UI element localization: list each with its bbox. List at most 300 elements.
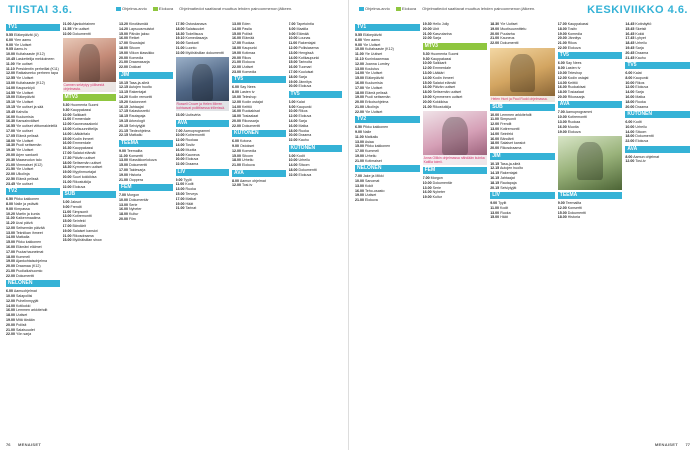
program-time: 10.00 [175, 133, 185, 138]
program-time: 11.00 [288, 41, 298, 46]
program-entry [6, 115, 60, 119]
program-time: 6.00 [6, 37, 13, 42]
program-entry [625, 36, 690, 40]
program-entry [232, 158, 286, 162]
program-time: 6.00 [288, 153, 296, 158]
program-title: Frendit [500, 122, 512, 127]
program-title: Yle Uutiset [500, 22, 518, 26]
listing-column [6, 22, 60, 436]
legend-label: Elokuva [401, 6, 417, 11]
program-time: 18.00 [175, 152, 185, 157]
program-title: Maaseudun talo [16, 157, 42, 162]
program-time: 8.00 [625, 75, 633, 80]
program-title: Ruokakisat [567, 85, 586, 90]
program-title: Kotona [240, 139, 252, 144]
program-time: 20.00 [490, 146, 500, 151]
program-time: 15.00 [175, 191, 185, 196]
program-title: Seinfeld [72, 219, 86, 224]
program-time: 21.00 [355, 104, 364, 109]
program-entry [119, 212, 173, 216]
program-time: 21.45 [625, 55, 635, 60]
program-title: Terveys [185, 191, 198, 196]
listing-column [232, 22, 286, 436]
program-time: 16.00 [355, 80, 364, 85]
program-title: Draama [635, 104, 649, 109]
program-time: 16.00 [119, 36, 128, 41]
program-time: 15.00 [355, 144, 364, 149]
program-title: Kauneussalonki [72, 122, 98, 127]
program-time: 18.30 [490, 22, 500, 26]
program-time: 21.00 [557, 41, 567, 46]
program-title: Urheilu [242, 158, 254, 163]
program-time: 14.00 [232, 104, 241, 109]
program-title: Ylen aamu [13, 37, 32, 42]
program-entry [355, 47, 420, 51]
program-entry [6, 304, 60, 308]
program-entry [355, 179, 420, 183]
program-title: Ruoka [185, 187, 196, 192]
program-entry [558, 215, 623, 219]
program-time: 15.00 [6, 240, 15, 245]
program-entry [6, 43, 60, 47]
program-title: Huomenta Suomi [70, 103, 99, 107]
program-time: 7.00 [557, 110, 565, 115]
program-time: 11.00 [119, 153, 128, 158]
program-entry [490, 32, 555, 36]
program-title: Kymmenen uutiset [72, 165, 103, 170]
program-entry [6, 226, 60, 230]
program-entry [490, 22, 555, 26]
program-time: 13.00 [119, 158, 128, 163]
program-time: 15.20 [119, 99, 128, 104]
program-title: Ruokakisat [242, 109, 260, 114]
program-time: 12.00 [355, 61, 364, 66]
program-entry [119, 114, 173, 118]
program-title: Tarinoita [298, 60, 313, 65]
program-title: Draama [298, 133, 312, 138]
listing-column [176, 22, 230, 436]
program-title: Lemmen arkkitehdit [500, 112, 532, 117]
program-time: 14.00 [355, 71, 364, 76]
program-title: Kuuluisat [298, 69, 314, 74]
program-time: 13.00 [6, 230, 15, 235]
program-title: Teleshop [241, 94, 257, 99]
program-time: 16.45 [625, 31, 635, 36]
program-entry [119, 56, 173, 60]
program-time: 13.00 [6, 80, 15, 85]
program-time: 23.00 [232, 69, 241, 74]
program-title: Rakentajat [129, 90, 147, 95]
program-time: 18.00 [355, 90, 364, 95]
program-time: 7.00 [175, 128, 183, 133]
program-time: 12.00 [625, 85, 635, 90]
program-entry [625, 41, 690, 45]
program-title: Ratkaiseeko perheen tapa [16, 71, 58, 76]
program-time: 21.00 [6, 269, 15, 274]
program-time: 21.00 [232, 163, 241, 168]
program-photo [558, 136, 623, 190]
program-title: Kaupunki [633, 75, 649, 80]
channel-header: MTV3 [63, 94, 117, 101]
program-title: Say Nees [565, 61, 582, 66]
program-title: Pikku kakkonen [14, 197, 40, 202]
program-entry [558, 206, 623, 210]
channel-header: TV5 [558, 52, 623, 59]
program-time: 19.45 [625, 45, 635, 50]
program-entry [289, 46, 343, 50]
program-time: 13.00 [175, 187, 185, 192]
program-entry [423, 181, 488, 185]
program-title: Yle Uutiset [15, 138, 34, 143]
listing-column [625, 22, 690, 436]
program-time: 12.00 [232, 99, 241, 104]
program-entry [6, 129, 60, 133]
program-entry [232, 183, 286, 187]
program-entry [490, 171, 555, 175]
program-title: Yle uutiset ja sää [15, 104, 44, 109]
program-time: 23.45 [6, 181, 15, 186]
program-time: 18.45 [625, 41, 635, 46]
program-title: Kokki [635, 31, 645, 36]
program-time: 21.00 [355, 198, 364, 203]
program-time: 6.00 [625, 119, 633, 124]
program-time: 12.00 [288, 45, 298, 50]
program-entry [6, 207, 60, 211]
program-entry [289, 32, 343, 36]
program-time: 13.00 [557, 119, 567, 124]
program-entry [289, 100, 343, 104]
program-title: Kauhu [298, 138, 309, 143]
program-time: 12.00 [175, 138, 185, 143]
program-title: Hello Jolly [432, 22, 449, 26]
program-time: 14.00 [422, 75, 432, 80]
channel-header: FEM [119, 184, 173, 191]
program-entry [6, 308, 60, 312]
program-time: 13.00 [62, 214, 72, 219]
program-entry [232, 144, 286, 148]
program-time: 22.00 [6, 273, 15, 278]
program-time: 19.00 [355, 193, 364, 198]
program-entry [63, 205, 117, 209]
program-time: 21.00 [119, 177, 128, 182]
program-photo [176, 57, 230, 111]
program-title: Ajankohtaisohjelma [15, 259, 47, 264]
program-title: Elämäni eläimet [16, 245, 42, 250]
program-time: 10.00 [288, 36, 298, 41]
program-entry [63, 170, 117, 174]
program-time: 21.00 [119, 60, 128, 65]
channel-header: TV2 [6, 188, 60, 195]
program-entry [355, 33, 420, 37]
program-time: 8.00 [232, 90, 239, 95]
program-time: 18.30 [6, 143, 15, 148]
photo-caption: Russell Crowe ja Helen Mirren kohtaavat poliittisessa trillerissä. [176, 101, 230, 111]
program-entry [625, 85, 690, 89]
program-title: Martin ja kunta [16, 211, 40, 216]
program-title: Matka [635, 94, 646, 99]
program-time: 9.00 [119, 148, 126, 153]
program-title: Serie [432, 185, 441, 190]
program-time: 12.00 [490, 122, 500, 127]
program-time: 19.00 [422, 195, 432, 200]
program-entry [423, 90, 488, 94]
magazine-name-left: MENAISET [18, 442, 42, 447]
program-entry [289, 56, 343, 60]
program-title: Rikos [567, 41, 577, 46]
program-title: Vimmaiset (K12) [16, 162, 43, 167]
program-entry [232, 65, 286, 69]
photo-caption: Carmen selviytyy yöllisestä ohjelmasta. [63, 82, 117, 92]
program-entry [63, 27, 117, 31]
program-entry [6, 134, 60, 138]
program-entry [6, 158, 60, 162]
program-time: 13.00 [119, 202, 128, 207]
program-title: Tyylit [183, 177, 192, 182]
program-time: 10.00 [6, 294, 15, 299]
program-title: Yle Uutiset [15, 90, 34, 95]
program-entry [119, 27, 173, 31]
program-time: 13.00 [490, 126, 500, 131]
program-entry [119, 22, 173, 26]
program-time: 11.00 [6, 216, 15, 221]
program-time: 11.00 [62, 209, 72, 214]
program-title: Kultahaaste (K12) [16, 80, 45, 85]
program-entry [6, 143, 60, 147]
program-title: Dokumentti [500, 41, 519, 46]
program-entry [289, 168, 343, 172]
program-entry [63, 219, 117, 223]
program-time: 20.00 [557, 94, 567, 99]
program-time: 22.00 [288, 138, 298, 143]
program-title: Ostokset [240, 143, 255, 148]
program-title: Lyhyet [635, 36, 646, 41]
program-title: Rikos [242, 55, 251, 60]
program-entry [355, 184, 420, 188]
program-entry [6, 202, 60, 206]
program-title: Komedia [242, 148, 257, 153]
program-entry [490, 181, 555, 185]
program-title: Kotikaupunki [298, 55, 320, 60]
program-entry [289, 114, 343, 118]
legend-item [153, 6, 173, 11]
program-entry [625, 139, 690, 143]
program-entry [289, 70, 343, 74]
program-title: Kummeli [365, 149, 379, 154]
program-time: 10.15 [490, 161, 500, 166]
program-entry [289, 138, 343, 142]
program-title: Sanomat [365, 178, 380, 183]
program-title: Lemmen arkkitehdit [16, 308, 48, 313]
program-title: Simpsonit [72, 209, 89, 214]
program-time: 19.00 [288, 79, 298, 84]
program-title: Seinfeld [500, 131, 514, 136]
program-time: 11.00 [62, 117, 72, 122]
program-entry [63, 214, 117, 218]
program-title: Ruokaa [185, 138, 198, 143]
program-time: 16.55 [6, 124, 15, 129]
program-time: 16.00 [557, 85, 567, 90]
program-entry [119, 119, 173, 123]
program-time: 20.15 [490, 185, 500, 190]
program-title: Matka [298, 123, 309, 128]
program-title: Yle uutiset [72, 26, 90, 31]
program-title: Elokuva [635, 85, 649, 90]
program-time: 8.00 [232, 178, 239, 183]
program-time: 13.15 [119, 90, 128, 95]
program-title: Tapetointia [296, 22, 314, 26]
program-title: Rikostutkija [432, 104, 451, 109]
program-time: 6.00 [232, 139, 239, 144]
program-title: Kotisuunnittelija [72, 126, 98, 131]
program-time: 9.00 [62, 204, 70, 209]
program-time: 19.00 [119, 172, 128, 177]
channel-header: AVA [558, 101, 623, 108]
program-title: Ruokaa [242, 41, 255, 46]
program-entry [63, 224, 117, 228]
program-time: 12.00 [625, 159, 635, 164]
program-title: Päivän uutiset [72, 155, 96, 160]
program-time: 10.00 [557, 115, 567, 120]
program-title: Taidesarja [128, 167, 146, 172]
program-time: 15.00 [232, 153, 241, 158]
program-entry [6, 197, 60, 201]
program-title: Yle Uutiset [362, 42, 381, 47]
program-entry [558, 32, 623, 36]
program-entry [6, 153, 60, 157]
program-entry [176, 202, 230, 206]
left-footer [6, 441, 342, 447]
program-entry [625, 125, 690, 129]
program-title: Emmerdale [432, 66, 451, 71]
program-entry [355, 149, 420, 153]
photo-figure [192, 64, 213, 102]
program-title: Sitcom [242, 153, 253, 158]
program-title: Hengissä [298, 50, 314, 55]
program-time: 12.00 [232, 148, 241, 153]
program-title: Kotiremontti [72, 214, 92, 219]
program-title: Presidentin perheillat (K11) [15, 66, 59, 71]
program-entry [119, 36, 173, 40]
program-time: 11.00 [175, 182, 185, 187]
program-title: Jahtaajat [129, 104, 144, 109]
channel-header: NELONEN [355, 165, 420, 172]
program-entry [490, 127, 555, 131]
program-time: 20.00 [490, 31, 500, 36]
program-time: 22.00 [119, 65, 128, 70]
channel-header: JIM [490, 153, 555, 160]
program-entry [176, 178, 230, 182]
program-entry [355, 81, 420, 85]
program-entry [423, 195, 488, 199]
program-entry [6, 119, 60, 123]
program-title: Jahtaajat [500, 175, 515, 180]
program-entry [355, 193, 420, 197]
program-time: 20.00 [288, 133, 298, 138]
program-title: Dokumentti [298, 167, 317, 172]
program-time: 11.00 [490, 205, 499, 210]
program-title: Tuomari [298, 65, 312, 70]
legend-item [359, 6, 390, 11]
program-time: 15.00 [119, 163, 128, 168]
program-entry [355, 159, 420, 163]
program-time: 21.00 [175, 206, 185, 211]
program-time: 13.00 [422, 70, 432, 75]
program-title: Aamun ohjelmat [239, 178, 266, 183]
program-time: 20.00 [232, 118, 241, 123]
program-time: 14.45 [625, 22, 635, 26]
program-time: 13.00 [62, 126, 72, 131]
program-title: Kaikenmaailma [15, 216, 41, 221]
program-time: 14.15 [490, 171, 500, 176]
program-title: Simpsonit [499, 117, 516, 122]
program-entry [625, 90, 690, 94]
program-entry [63, 185, 117, 189]
program-title: Todellisuus [185, 31, 204, 36]
program-time: 18.00 [6, 313, 15, 318]
program-time: 10.00 [119, 197, 128, 202]
program-time: 19.00 [232, 50, 241, 55]
program-entry [289, 65, 343, 69]
program-entry [6, 47, 60, 51]
program-entry [355, 189, 420, 193]
channel-header: TV1 [6, 24, 60, 31]
program-time: 18.00 [232, 114, 241, 119]
program-entry [355, 154, 420, 158]
program-title: Tositv [567, 26, 577, 31]
program-title: Kotiremontti [185, 133, 205, 138]
program-title: Elokuva [298, 84, 312, 89]
program-time: 21.00 [62, 179, 72, 184]
program-entry [176, 162, 230, 166]
program-entry [6, 269, 60, 273]
program-title: Dokumentti [635, 134, 654, 139]
program-entry [119, 203, 173, 207]
program-title: Salatut elämät [72, 150, 96, 155]
program-entry [63, 210, 117, 214]
program-title: Elokuva [242, 163, 255, 168]
program-title: Serie [129, 202, 138, 207]
program-title: Kodit [633, 119, 642, 124]
program-title: Kauppakassi [567, 22, 589, 26]
program-time: 19.00 [422, 94, 432, 99]
program-time: 6.00 [288, 99, 296, 104]
program-time: 15.00 [355, 76, 364, 81]
program-entry [289, 154, 343, 158]
program-title: Say Nees [240, 85, 256, 90]
program-entry [6, 328, 60, 332]
right-columns [355, 22, 690, 436]
program-title: Laskettelija mekkoineen [16, 56, 55, 61]
program-title: Draama [185, 162, 199, 167]
program-time: 17.00 [62, 223, 72, 228]
legend-right [359, 6, 535, 11]
program-time: 14.00 [288, 118, 298, 123]
program-entry [176, 113, 230, 117]
program-entry [289, 119, 343, 123]
program-title: Erikoisohjelma [365, 100, 389, 105]
program-title: Tositv [185, 142, 195, 147]
program-entry [63, 238, 117, 242]
program-time: 18.00 [119, 212, 128, 217]
program-time: 10.00 [232, 94, 241, 99]
program-title: Kauneus [500, 36, 515, 41]
program-time: 19.00 [355, 95, 364, 100]
program-time: 5.55 [6, 33, 13, 37]
program-time: 21.00 [6, 327, 15, 332]
program-entry [176, 51, 230, 55]
program-title: Kalat [296, 99, 305, 104]
program-title: Komedia [567, 31, 582, 36]
